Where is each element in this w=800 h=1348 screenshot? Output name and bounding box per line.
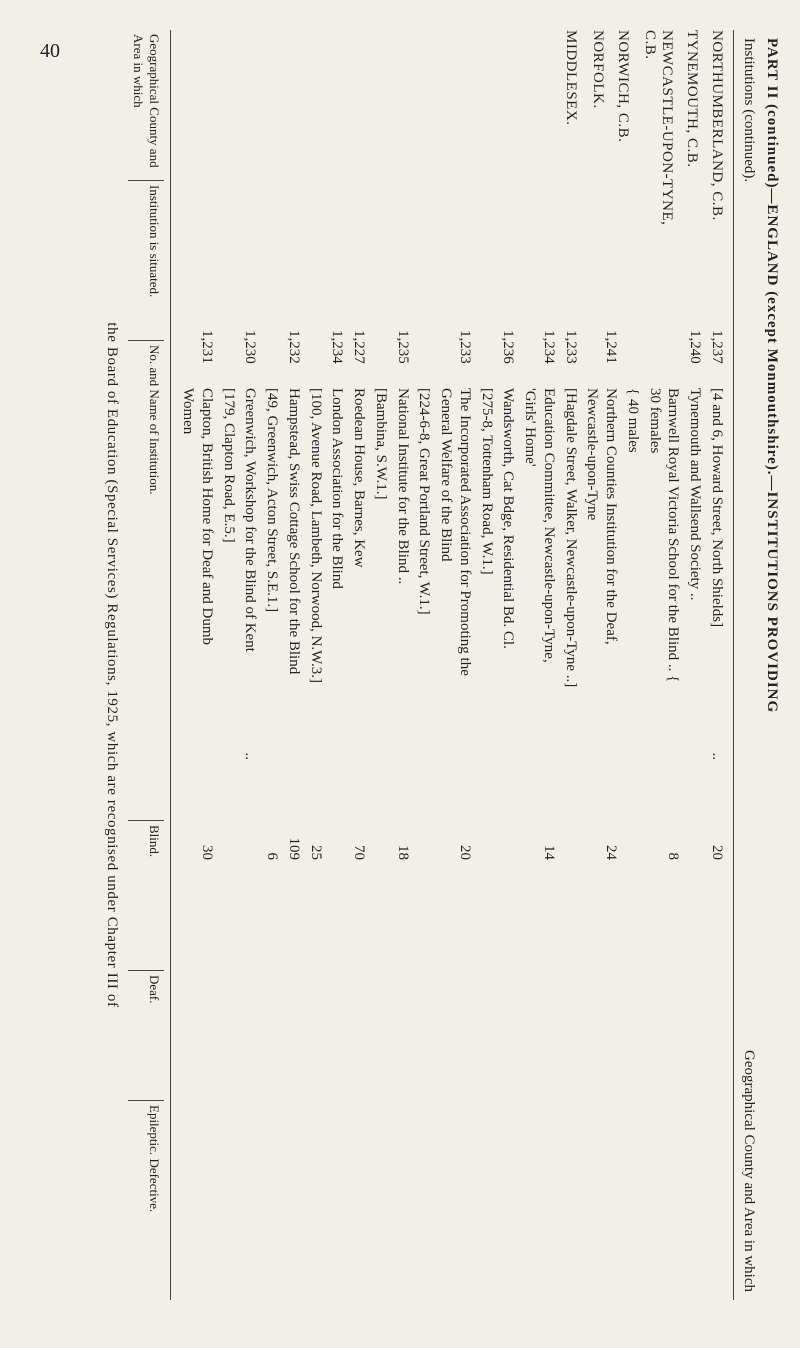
entry-capacity bbox=[623, 770, 642, 860]
entry-number: 1,231 bbox=[199, 330, 215, 364]
content-columns bbox=[176, 30, 730, 1300]
entry-description: [100, Avenue Road, Lambeth, Norwood, N.W.3.] bbox=[307, 388, 324, 683]
entry-mark bbox=[328, 700, 347, 760]
entry-description: [Bambina, S.W.1.] bbox=[373, 388, 389, 500]
institution-entry bbox=[371, 330, 390, 860]
entry-number: 1,232 bbox=[286, 330, 302, 364]
header-epileptic bbox=[129, 1100, 165, 1300]
entry-description: Roedean House, Barnes, Kew bbox=[351, 388, 368, 568]
entry-number: 1,234 bbox=[541, 330, 557, 364]
entry-description: { 40 males bbox=[625, 388, 641, 453]
entry-mark bbox=[415, 700, 434, 760]
entry-number: 1,233 bbox=[562, 330, 579, 364]
entry-mark bbox=[477, 700, 496, 760]
entry-description: London Association for the Blind bbox=[329, 388, 346, 589]
header-institution: No. and Name of Institution. bbox=[129, 340, 165, 820]
entry-number bbox=[371, 330, 390, 378]
subheader bbox=[740, 30, 757, 1300]
institution-entry bbox=[263, 330, 282, 860]
institution-entry bbox=[477, 330, 496, 860]
institution-entry bbox=[415, 330, 434, 860]
entry-number bbox=[306, 330, 325, 378]
entry-capacity: 24 bbox=[603, 845, 620, 860]
entry-number: 1,230 bbox=[242, 330, 259, 364]
entry-number bbox=[645, 330, 683, 378]
entry-mark bbox=[306, 700, 325, 760]
entry-number bbox=[219, 330, 238, 378]
county-column bbox=[176, 30, 730, 250]
institution-entry bbox=[393, 330, 412, 860]
entry-description: [275-8, Tottenham Road, W.1.] bbox=[478, 388, 495, 575]
entry-capacity: 109 bbox=[286, 837, 302, 860]
institution-entry bbox=[499, 330, 518, 860]
entry-number bbox=[623, 330, 642, 378]
column-left-caption: Geographical County and Area in which bbox=[741, 1049, 757, 1292]
entry-mark bbox=[393, 700, 412, 760]
entry-description: Wandsworth, Cat Bdge, Residential Bd. Cl. bbox=[500, 388, 517, 649]
institution-entry bbox=[284, 330, 303, 860]
entry-number: 1,233 bbox=[457, 330, 473, 364]
county-label: NEWCASTLE-UPON-TYNE, C.B. bbox=[642, 30, 675, 226]
entry-capacity bbox=[371, 770, 390, 860]
entry-capacity bbox=[415, 770, 434, 860]
institution-entry bbox=[583, 330, 621, 860]
entry-mark: .. bbox=[709, 752, 725, 760]
entry-mark bbox=[284, 700, 303, 760]
entry-capacity: 6 bbox=[264, 852, 281, 860]
entry-mark bbox=[521, 700, 559, 760]
entry-description: [49, Greenwich, Acton Street, S.E.1.] bbox=[264, 388, 281, 613]
county-label: NORFOLK. bbox=[590, 30, 606, 109]
entry-capacity: 25 bbox=[307, 845, 324, 860]
entry-description: The Incorporated Association for Promoting the General Welfare of the Blind bbox=[438, 388, 473, 676]
header-area: Geographical County and Area in which bbox=[131, 34, 163, 168]
entry-capacity: 18 bbox=[394, 845, 411, 860]
entry-capacity: 8 bbox=[665, 852, 682, 860]
rotated-page-content bbox=[90, 30, 780, 1300]
subtitle: Institutions (continued). bbox=[741, 38, 757, 183]
header-blind: Blind. bbox=[129, 820, 165, 970]
institution-entry bbox=[645, 330, 683, 860]
header-deaf: Deaf. bbox=[129, 970, 165, 1100]
institution-entry bbox=[707, 330, 726, 860]
entry-number bbox=[263, 330, 282, 378]
county-label: MIDDLESEX. bbox=[563, 30, 579, 126]
entry-capacity bbox=[477, 770, 496, 860]
entry-number: 1,241 bbox=[603, 330, 620, 364]
footer-caption: the Board of Education (Special Services) Regulations, 1925, which are recognised under Chapter III of bbox=[104, 322, 121, 1008]
entry-number: 1,227 bbox=[351, 330, 368, 364]
entry-capacity bbox=[499, 770, 518, 860]
entry-mark bbox=[645, 700, 683, 760]
entry-capacity: 20 bbox=[457, 845, 473, 860]
entry-number: 1,237 bbox=[709, 330, 725, 364]
entry-mark: .. bbox=[242, 752, 259, 760]
entry-mark bbox=[179, 700, 217, 760]
entry-mark bbox=[219, 700, 238, 760]
institution-entry bbox=[686, 330, 705, 860]
entry-number bbox=[477, 330, 496, 378]
entry-capacity bbox=[686, 770, 705, 860]
entry-description: Greenwich, Workshop for the Blind of Kent bbox=[242, 388, 259, 652]
institution-entry bbox=[350, 330, 369, 860]
county-label: NORWICH, C.B. bbox=[615, 30, 631, 143]
entry-number: 1,235 bbox=[394, 330, 411, 364]
entry-mark bbox=[623, 700, 642, 760]
entry-capacity bbox=[328, 770, 347, 860]
entry-description: Hampstead, Swiss Cottage School for the Blind bbox=[286, 388, 302, 675]
entry-description: Barnwell Royal Victoria School for the Blind .. { 30 females bbox=[646, 388, 682, 683]
entry-mark bbox=[350, 700, 369, 760]
entry-description: Education Committee, Newcastle-upon-Tyne, 'Girls' Home' bbox=[522, 388, 557, 663]
institution-entry bbox=[437, 330, 475, 860]
entry-description: [4 and 6, Howard Street, North Shields] bbox=[709, 388, 725, 628]
institution-entry bbox=[306, 330, 325, 860]
institution-entry bbox=[623, 330, 642, 860]
county-label: TYNEMOUTH, C.B. bbox=[684, 30, 700, 168]
county-label: NORTHUMBERLAND, C.B. bbox=[709, 30, 725, 221]
institution-entry bbox=[219, 330, 238, 860]
entry-number: 1,234 bbox=[329, 330, 346, 364]
entry-number: 1,240 bbox=[687, 330, 704, 364]
entry-mark bbox=[371, 700, 390, 760]
entry-capacity bbox=[219, 770, 238, 860]
entries-list bbox=[176, 330, 730, 860]
entry-description: [Hagdale Street, Walker, Newcastle-upon-Tyne ..] bbox=[562, 388, 579, 688]
page-number: 40 bbox=[40, 40, 60, 62]
header-situated: Institution is situated. bbox=[129, 180, 165, 340]
entry-mark bbox=[686, 700, 705, 760]
entry-capacity: 30 bbox=[199, 845, 215, 860]
entry-mark bbox=[437, 700, 475, 760]
divider bbox=[171, 30, 172, 1300]
divider bbox=[733, 30, 734, 1300]
entry-mark bbox=[499, 700, 518, 760]
institution-entry bbox=[179, 330, 217, 860]
page-header bbox=[763, 30, 780, 1300]
entry-number bbox=[415, 330, 434, 378]
institution-entry bbox=[241, 330, 260, 860]
entry-number: 1,236 bbox=[500, 330, 517, 364]
institution-entry bbox=[328, 330, 347, 860]
header-epileptic-label: Epileptic. bbox=[147, 1105, 163, 1156]
entry-mark bbox=[263, 700, 282, 760]
entry-description: [179, Clapton Road, E.5.] bbox=[220, 388, 237, 543]
entry-capacity: 70 bbox=[351, 845, 368, 860]
institution-entry bbox=[521, 330, 559, 860]
entry-description: [224-6-8, Great Portland Street, W.1.] bbox=[416, 388, 433, 615]
entry-mark bbox=[583, 700, 621, 760]
entry-description: National Institute for the Blind .. bbox=[394, 388, 411, 585]
entry-mark bbox=[561, 700, 580, 760]
entry-capacity: 14 bbox=[541, 845, 557, 860]
entry-description: Clapton, British Home for Deaf and Dumb Women bbox=[180, 388, 215, 646]
entry-capacity bbox=[561, 770, 580, 860]
part-title: PART II (continued)—ENGLAND (except Monmouthshire).—INSTITUTIONS PROVIDING bbox=[764, 38, 780, 714]
entry-capacity: 20 bbox=[709, 845, 725, 860]
entry-capacity bbox=[241, 770, 260, 860]
entry-description: Northern Counties Institution for the Deaf, Newcastle-upon-Tyne bbox=[584, 388, 620, 645]
entry-description: Tynemouth and Wallsend Society .. bbox=[687, 388, 704, 601]
institution-entry bbox=[561, 330, 580, 860]
table-header bbox=[129, 30, 165, 1300]
header-defective-label: Defective. bbox=[147, 1158, 163, 1213]
